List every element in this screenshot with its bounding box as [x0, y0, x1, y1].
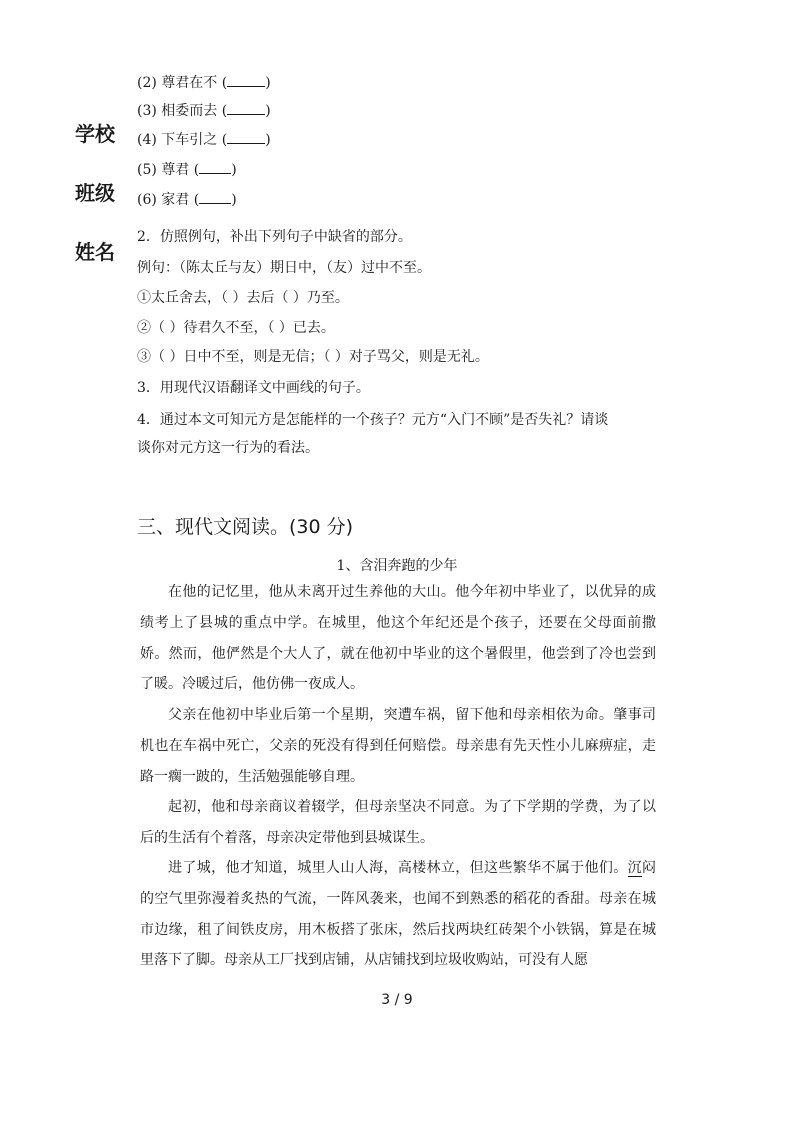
answer-blank[interactable] — [227, 102, 265, 115]
vocab-item-label: (6) 家君 ( — [137, 192, 200, 208]
vocab-item-2: (2) 尊君在不 ( ) — [137, 75, 271, 91]
answer-blank[interactable] — [227, 131, 265, 144]
question-2-sentence-2: ②（ ）待君久不至，（ ）已去。 — [137, 320, 335, 336]
answer-blank[interactable] — [199, 191, 231, 204]
answer-blank[interactable] — [199, 161, 231, 174]
page-number: 3 / 9 — [381, 992, 413, 1008]
article-paragraph-2: 父亲在他初中毕业后第一个星期，突遭车祸，留下他和母亲相依为命。肇事司机也在车祸中死亡，父亲的死没有得到任何赔偿。母亲患有先天性小儿麻痹症，走路一瘸一跛的，生活勉强能够自理。 — [140, 707, 656, 785]
article-paragraph-4: 进了城，他才知道，城里人山人海，高楼林立，但这些繁华不属于他们。沉闷的空气里弥漫着炙热的气流，一阵风袭来，也闻不到熟悉的稻花的香甜。母亲在城市边缘，租了间铁皮房，用木板搭了张床，然后找两块红砖架个小铁锅，算是在城里落下了脚。母亲从工厂找到店铺，从店铺找到垃圾收购站，可没有人愿 — [140, 860, 657, 969]
question-3-title: 3．用现代汉语翻译文中画线的句子。 — [137, 380, 370, 396]
section-title: 三、现代文阅读。(30 分) — [137, 516, 354, 538]
vocab-item-label: (2) 尊君在不 ( — [137, 75, 228, 91]
answer-blank[interactable] — [227, 74, 265, 87]
question-4-line-1: 4．通过本文可知元方是怎能样的一个孩子？元方“入门不顾”是否失礼？请谈 — [137, 412, 609, 428]
article-title: 1、含泪奔跑的少年 — [336, 558, 458, 574]
class-label: 班级 — [75, 181, 115, 205]
question-2-sentence-3: ③（ ）日中不至，则是无信；（ ）对子骂父，则是无礼。 — [137, 349, 489, 365]
vocab-item-4: (4) 下车引之 ( ) — [137, 132, 271, 148]
vocab-item-label: (4) 下车引之 ( — [137, 132, 228, 148]
underlined-sentence: 沉 — [627, 860, 643, 876]
question-4-line-2: 谈你对元方这一行为的看法。 — [137, 440, 319, 456]
vocab-item-5: (5) 尊君 ( ) — [137, 162, 237, 178]
article-paragraph-3: 起初，他和母亲商议着辍学，但母亲坚决不同意。为了下学期的学费，为了以后的生活有个着落，母亲决定带他到县城谋生。 — [140, 799, 656, 846]
school-label: 学校 — [75, 122, 115, 146]
vocab-item-label: (3) 相委而去 ( — [137, 103, 228, 119]
question-2-example: 例句：（陈太丘与友）期日中，（友）过中不至。 — [137, 260, 431, 276]
vocab-item-6: (6) 家君 ( ) — [137, 192, 237, 208]
question-2-sentence-1: ①太丘舍去，（ ）去后（ ）乃至。 — [137, 290, 349, 306]
vocab-item-label: (5) 尊君 ( — [137, 162, 200, 178]
vocab-item-3: (3) 相委而去 ( ) — [137, 103, 271, 119]
article-paragraph-1: 在他的记忆里，他从未离开过生养他的大山。他今年初中毕业了，以优异的成绩考上了县城的重点中学。在城里，他这个年纪还是个孩子，还要在父母面前撒娇。然而，他俨然是个大人了，就在他初中毕业的这个暑假里，他尝到了冷也尝到了暖。冷暖过后，他仿佛一夜成人。 — [140, 584, 656, 693]
question-2-title: 2．仿照例句，补出下列句子中缺省的部分。 — [137, 229, 412, 245]
name-label: 姓名 — [75, 240, 115, 264]
